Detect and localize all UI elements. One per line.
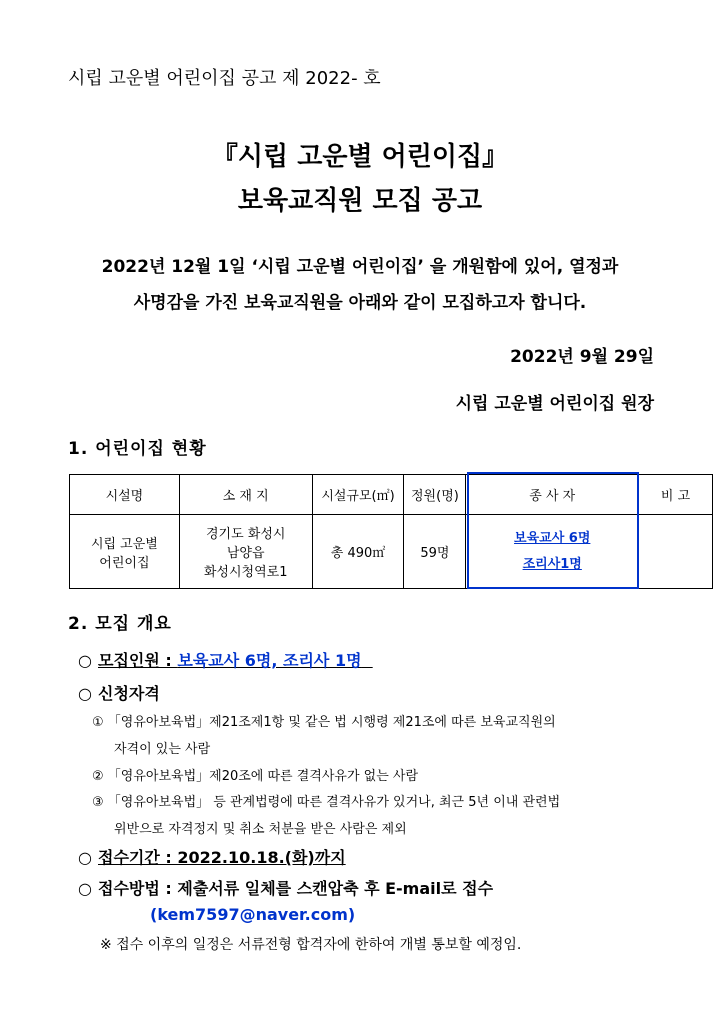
intro-line-2: 사명감을 가진 보육교직원을 아래와 같이 모집하고자 합니다. xyxy=(133,293,587,313)
staff-cook-link[interactable]: 조리사1명 xyxy=(522,556,582,572)
section-heading-overview: 2. 모집 개요 xyxy=(68,614,172,634)
qualification-item xyxy=(78,681,160,704)
notice-date: 2022년 9월 29일 xyxy=(510,347,654,367)
qualification-label: 신청자격 xyxy=(98,684,160,703)
marker-2: ② xyxy=(92,769,104,784)
cell-size: 총 490㎡ xyxy=(312,515,404,589)
application-period: 접수기간 : 2022.10.18.(화)까지 xyxy=(98,848,346,867)
qualification-2 xyxy=(92,765,418,784)
header-note: 비 고 xyxy=(639,475,713,515)
recruit-count-item xyxy=(78,648,373,671)
header-facility-name: 시설명 xyxy=(70,475,180,515)
qualification-1 xyxy=(92,711,556,730)
qualification-2-text: 「영유아보육법」제20조에 따른 결격사유가 없는 사람 xyxy=(107,769,419,784)
marker-1: ① xyxy=(92,715,104,730)
bullet-circle-icon: ○ xyxy=(78,879,92,898)
bullet-circle-icon: ○ xyxy=(78,684,92,703)
marker-3: ③ xyxy=(92,795,104,810)
bullet-circle-icon: ○ xyxy=(78,848,92,867)
header-staff: 종 사 자 xyxy=(466,475,639,515)
address-line2: 남양읍 xyxy=(226,546,265,561)
cell-capacity: 59명 xyxy=(404,515,466,589)
qualification-1-text: 「영유아보육법」제21조제1항 및 같은 법 시행령 제21조에 따른 보육교직원의 xyxy=(107,715,556,730)
address-line1: 경기도 화성시 xyxy=(205,527,286,542)
application-period-item xyxy=(78,845,346,868)
bullet-circle-icon: ○ xyxy=(78,651,92,670)
qualification-1-cont: 자격이 있는 사람 xyxy=(114,742,211,757)
header-capacity: 정원(명) xyxy=(404,475,466,515)
facility-name-line1: 시립 고운별 xyxy=(90,536,158,552)
facility-status-table xyxy=(69,474,713,589)
recruit-label: 모집인원 : xyxy=(98,651,178,670)
address-line3: 화성시청역로1 xyxy=(203,565,288,580)
facility-name-line2: 어린이집 xyxy=(99,555,150,571)
table-header-row xyxy=(70,475,713,515)
header-size: 시설규모(㎡) xyxy=(312,475,404,515)
schedule-note: ※ 접수 이후의 일정은 서류전형 합격자에 한하여 개별 통보할 예정임. xyxy=(100,937,522,953)
section-heading-status: 1. 어린이집 현황 xyxy=(68,439,207,459)
cell-staff xyxy=(466,515,639,589)
page-subtitle: 보육교직원 모집 공고 xyxy=(237,186,483,216)
qualification-3 xyxy=(92,791,560,810)
staff-teacher-link[interactable]: 보육교사 6명 xyxy=(514,530,591,546)
application-method-item xyxy=(78,876,493,899)
notice-number: 시립 고운별 어린이집 공고 제 2022- 호 xyxy=(68,68,381,89)
signature: 시립 고운별 어린이집 원장 xyxy=(455,394,654,414)
qualification-3-text: 「영유아보육법」 등 관계법령에 따른 결격사유가 있거나, 최근 5년 이내 관련법 xyxy=(107,795,561,810)
cell-facility-name xyxy=(70,515,180,589)
application-method: 접수방법 : 제출서류 일체를 스캔압축 후 E-mail로 접수 xyxy=(98,879,494,898)
contact-email-link[interactable]: (kem7597@naver.com) xyxy=(150,905,356,924)
cell-note xyxy=(639,515,713,589)
qualification-3-cont: 위반으로 자격정지 및 취소 처분을 받은 사람은 제외 xyxy=(114,822,407,837)
intro-line-1: 2022년 12월 1일 ‘시립 고운별 어린이집’ 을 개원함에 있어, 열정과 xyxy=(101,257,619,277)
page-title: 『시립 고운별 어린이집』 xyxy=(211,142,509,172)
header-address: 소 재 지 xyxy=(179,475,312,515)
table-row xyxy=(70,515,713,589)
cell-address xyxy=(179,515,312,589)
recruit-value: 보육교사 6명, 조리사 1명 xyxy=(177,651,362,670)
